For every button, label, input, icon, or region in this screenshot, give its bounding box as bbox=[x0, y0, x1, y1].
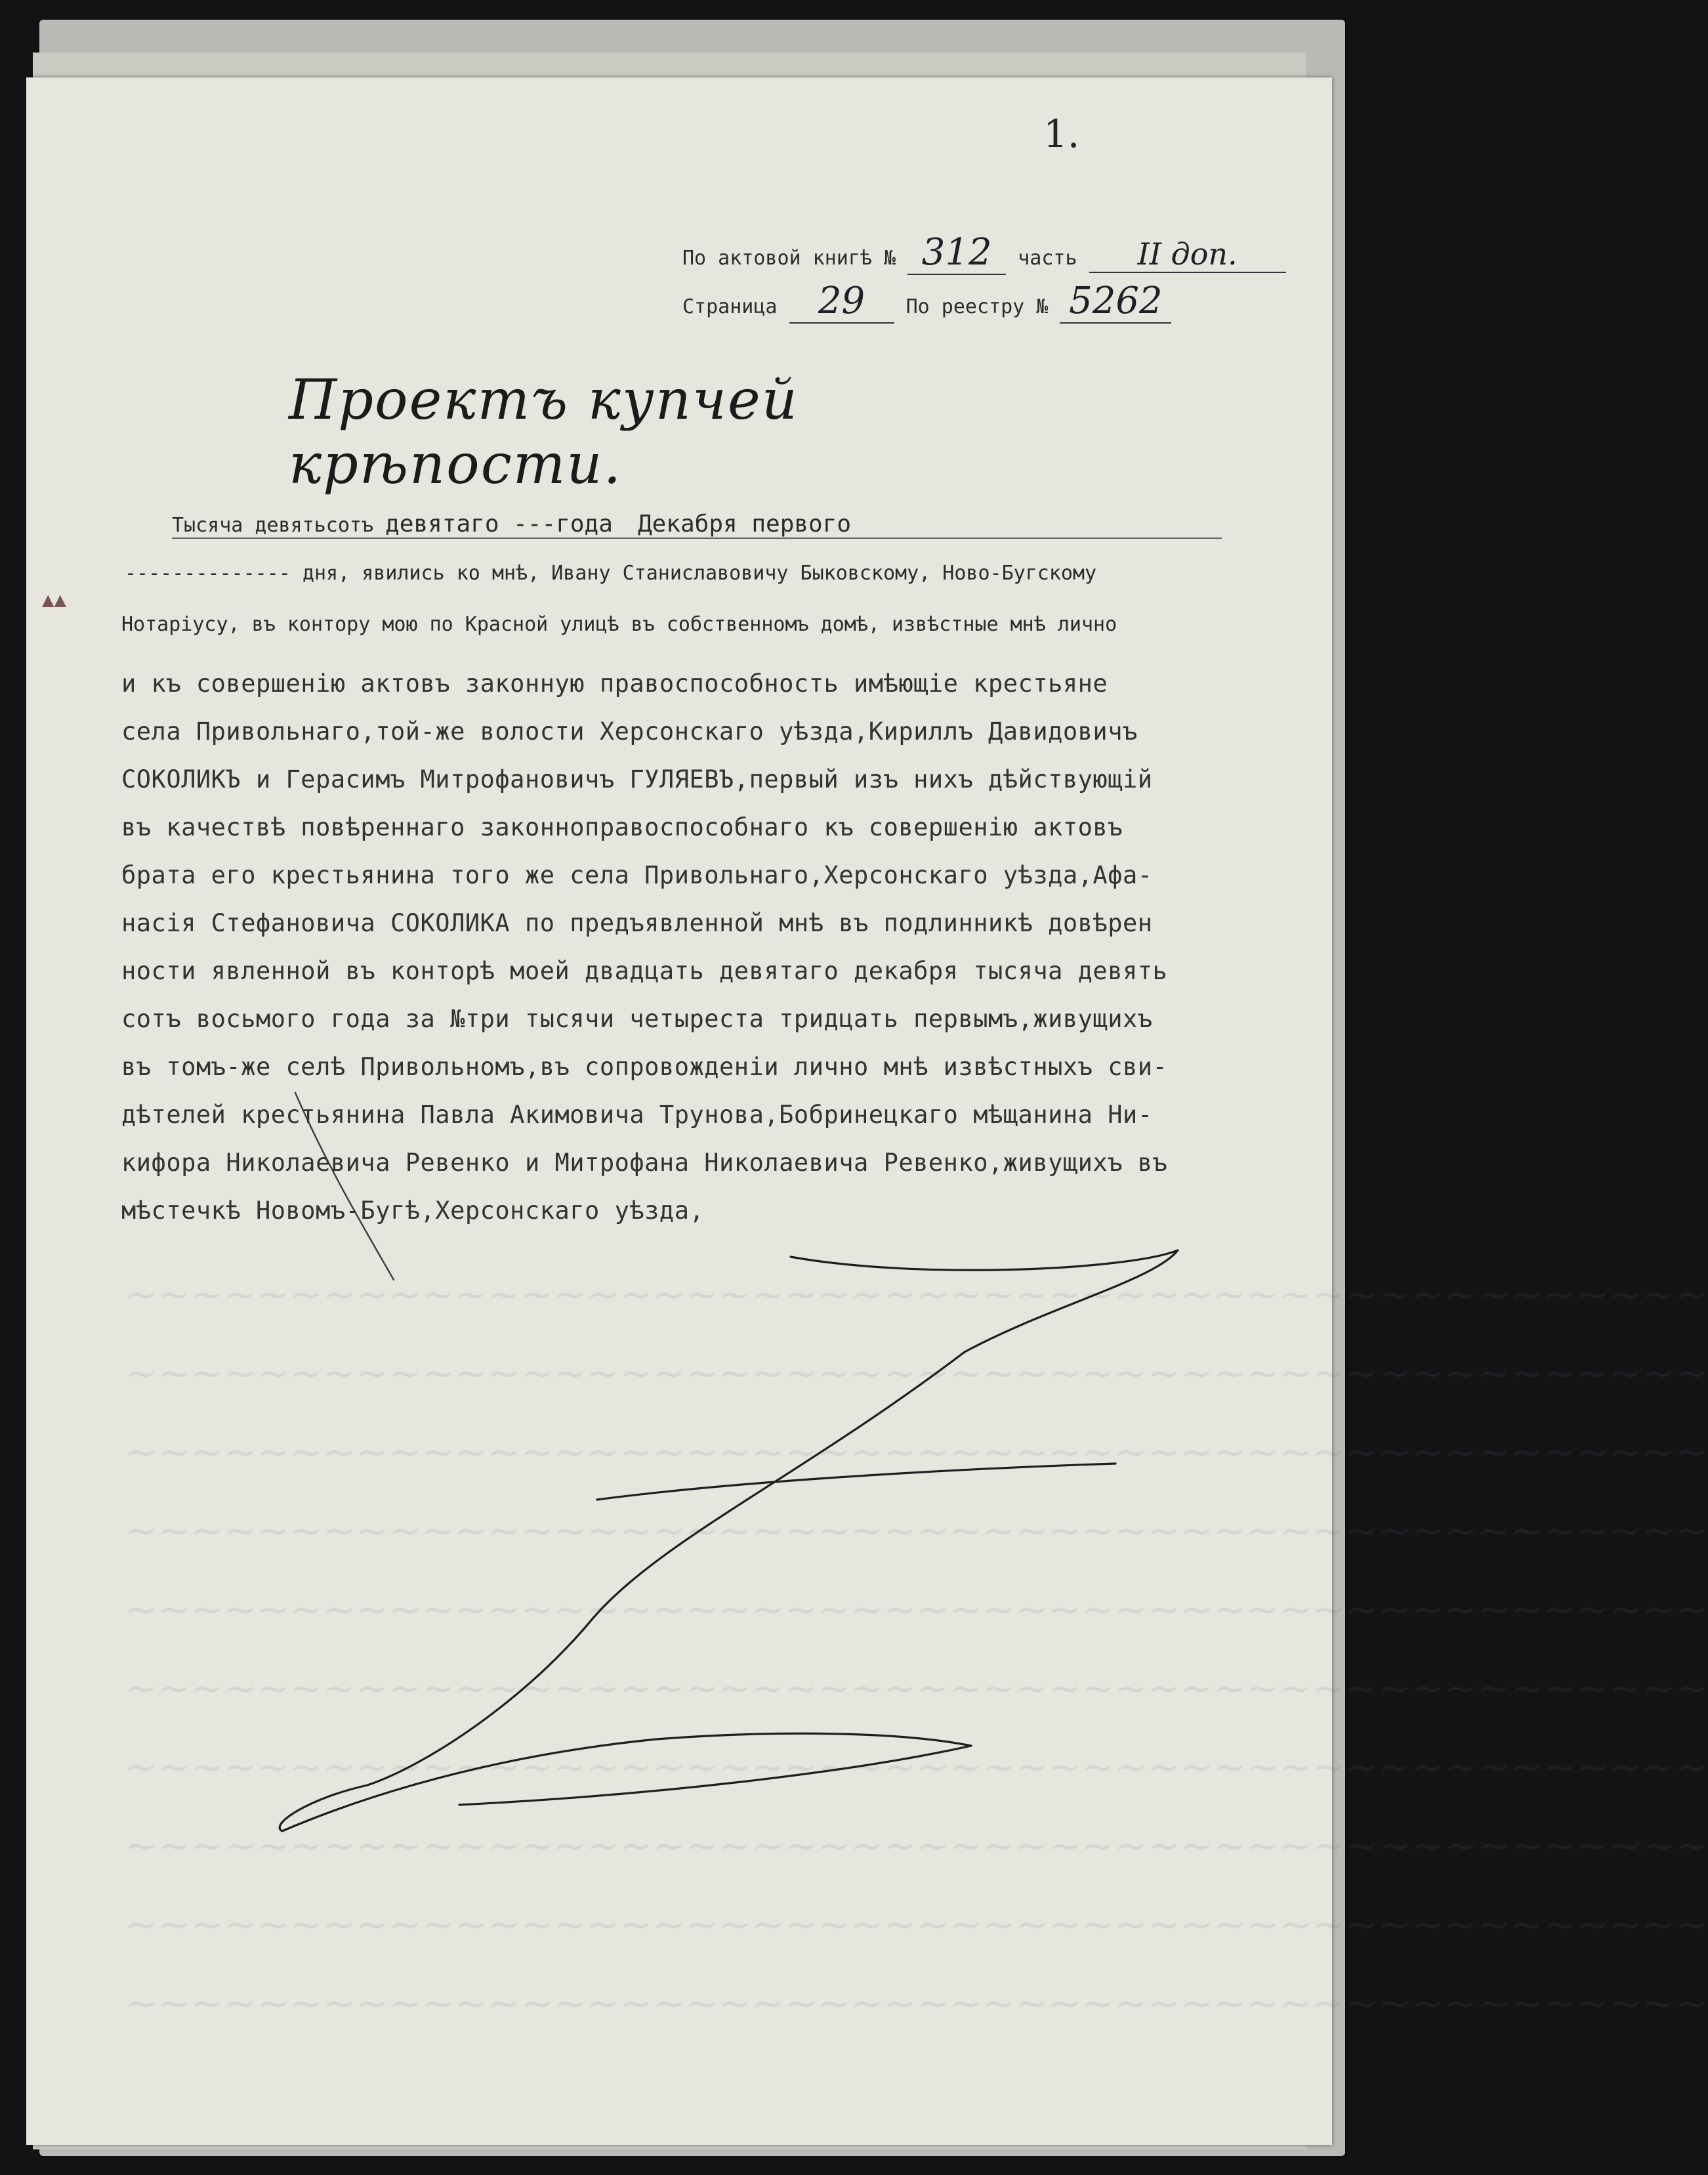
part-value: II доп. bbox=[1089, 236, 1286, 273]
bleed-through-text: ~~~~~~~~~~~~~~~~~~~~~~~~~~~~~~~~~~~~~~~~~~~~~~~~ bbox=[125, 1902, 1708, 1948]
body-line: кифора Николаевича Ревенко и Митрофана Николаевича Ревенко,живущихъ въ bbox=[121, 1149, 1168, 1177]
body-line: мѣстечкѣ Новомъ-Бугѣ,Херсонскаго уѣзда, bbox=[121, 1196, 705, 1225]
bleed-through-text: ~~~~~~~~~~~~~~~~~~~~~~~~~~~~~~~~~~~~~~~~~~~~~~~~ bbox=[125, 1508, 1708, 1554]
bleed-through-text: ~~~~~~~~~~~~~~~~~~~~~~~~~~~~~~~~~~~~~~~~~~~~~~~~ bbox=[125, 1429, 1708, 1475]
intro-dashes: -------------- bbox=[125, 562, 291, 585]
body-line: СОКОЛИКЪ и Герасимъ Митрофановичъ ГУЛЯЕВЪ,первый изъ нихъ дѣйствующій bbox=[121, 765, 1153, 793]
body-line: сотъ восьмого года за №три тысячи четыреста тридцать первымъ,живущихъ bbox=[121, 1005, 1153, 1033]
body-line: и къ совершенію актовъ законную правоспособность имѣющіе крестьяне bbox=[121, 669, 1108, 698]
intro-year-label: Тысяча девятьсотъ bbox=[172, 514, 374, 537]
body-line: села Привольнаго,той-же волости Херсонскаго уѣзда,Кириллъ Давидовичъ bbox=[121, 717, 1138, 746]
book-number: 312 bbox=[907, 231, 1006, 275]
bleed-through-text: ~~~~~~~~~~~~~~~~~~~~~~~~~~~~~~~~~~~~~~~~~~~~~~~~ bbox=[125, 1823, 1708, 1869]
page-value: 29 bbox=[789, 280, 894, 324]
intro-year-value: девятаго ---года bbox=[385, 511, 613, 538]
bleed-through-text: ~~~~~~~~~~~~~~~~~~~~~~~~~~~~~~~~~~~~~~~~~~~~~~~~ bbox=[125, 1666, 1708, 1712]
body-line: въ томъ-же селѣ Привольномъ,въ сопровожденіи лично мнѣ извѣстныхъ сви- bbox=[121, 1053, 1168, 1081]
book-label: По актовой книгѣ № bbox=[682, 247, 896, 270]
body-line: ности явленной въ конторѣ моей двадцать девятаго декабря тысяча девять bbox=[121, 957, 1168, 985]
body-line: брата его крестьянина того же села Привольнаго,Херсонскаго уѣзда,Афа- bbox=[121, 861, 1153, 889]
reestr-value: 5262 bbox=[1060, 280, 1171, 324]
margin-mark: ▲▲ bbox=[42, 591, 66, 609]
intro-notary: дня, явились ко мнѣ, Ивану Станиславовичу Быковскому, Ново-Бугскому bbox=[302, 562, 1097, 585]
bleed-through-text: ~~~~~~~~~~~~~~~~~~~~~~~~~~~~~~~~~~~~~~~~~~~~~~~~ bbox=[125, 1981, 1708, 2027]
bleed-through-text: ~~~~~~~~~~~~~~~~~~~~~~~~~~~~~~~~~~~~~~~~~~~~~~~~ bbox=[125, 1272, 1708, 1318]
bleed-through-text: ~~~~~~~~~~~~~~~~~~~~~~~~~~~~~~~~~~~~~~~~~~~~~~~~ bbox=[125, 1744, 1708, 1790]
intro-line-3: Нотаріусу, въ контору мою по Красной улицѣ въ собственномъ домѣ, извѣстные мнѣ лично bbox=[121, 613, 1117, 636]
body-line: дѣтелей крестьянина Павла Акимовича Трунова,Бобринецкаго мѣщанина Ни- bbox=[121, 1101, 1153, 1129]
bleed-through-text: ~~~~~~~~~~~~~~~~~~~~~~~~~~~~~~~~~~~~~~~~~~~~~~~~ bbox=[125, 1351, 1708, 1397]
bleed-through-text: ~~~~~~~~~~~~~~~~~~~~~~~~~~~~~~~~~~~~~~~~~~~~~~~~ bbox=[125, 1587, 1708, 1633]
body-line: насія Стефановича СОКОЛИКА по предъявленной мнѣ въ подлинникѣ довѣрен bbox=[121, 909, 1153, 937]
intro-date-value: Декабря первого bbox=[637, 511, 852, 538]
reestr-label: По реестру № bbox=[906, 295, 1049, 318]
page-label: Страница bbox=[682, 295, 778, 318]
body-line: въ качествѣ повѣреннаго законноправоспособнаго къ совершенію актовъ bbox=[121, 813, 1123, 841]
document-title: Проектъ купчей крѣпости. bbox=[289, 368, 799, 496]
page-number: 1. bbox=[1043, 112, 1080, 156]
part-label: часть bbox=[1018, 247, 1077, 270]
